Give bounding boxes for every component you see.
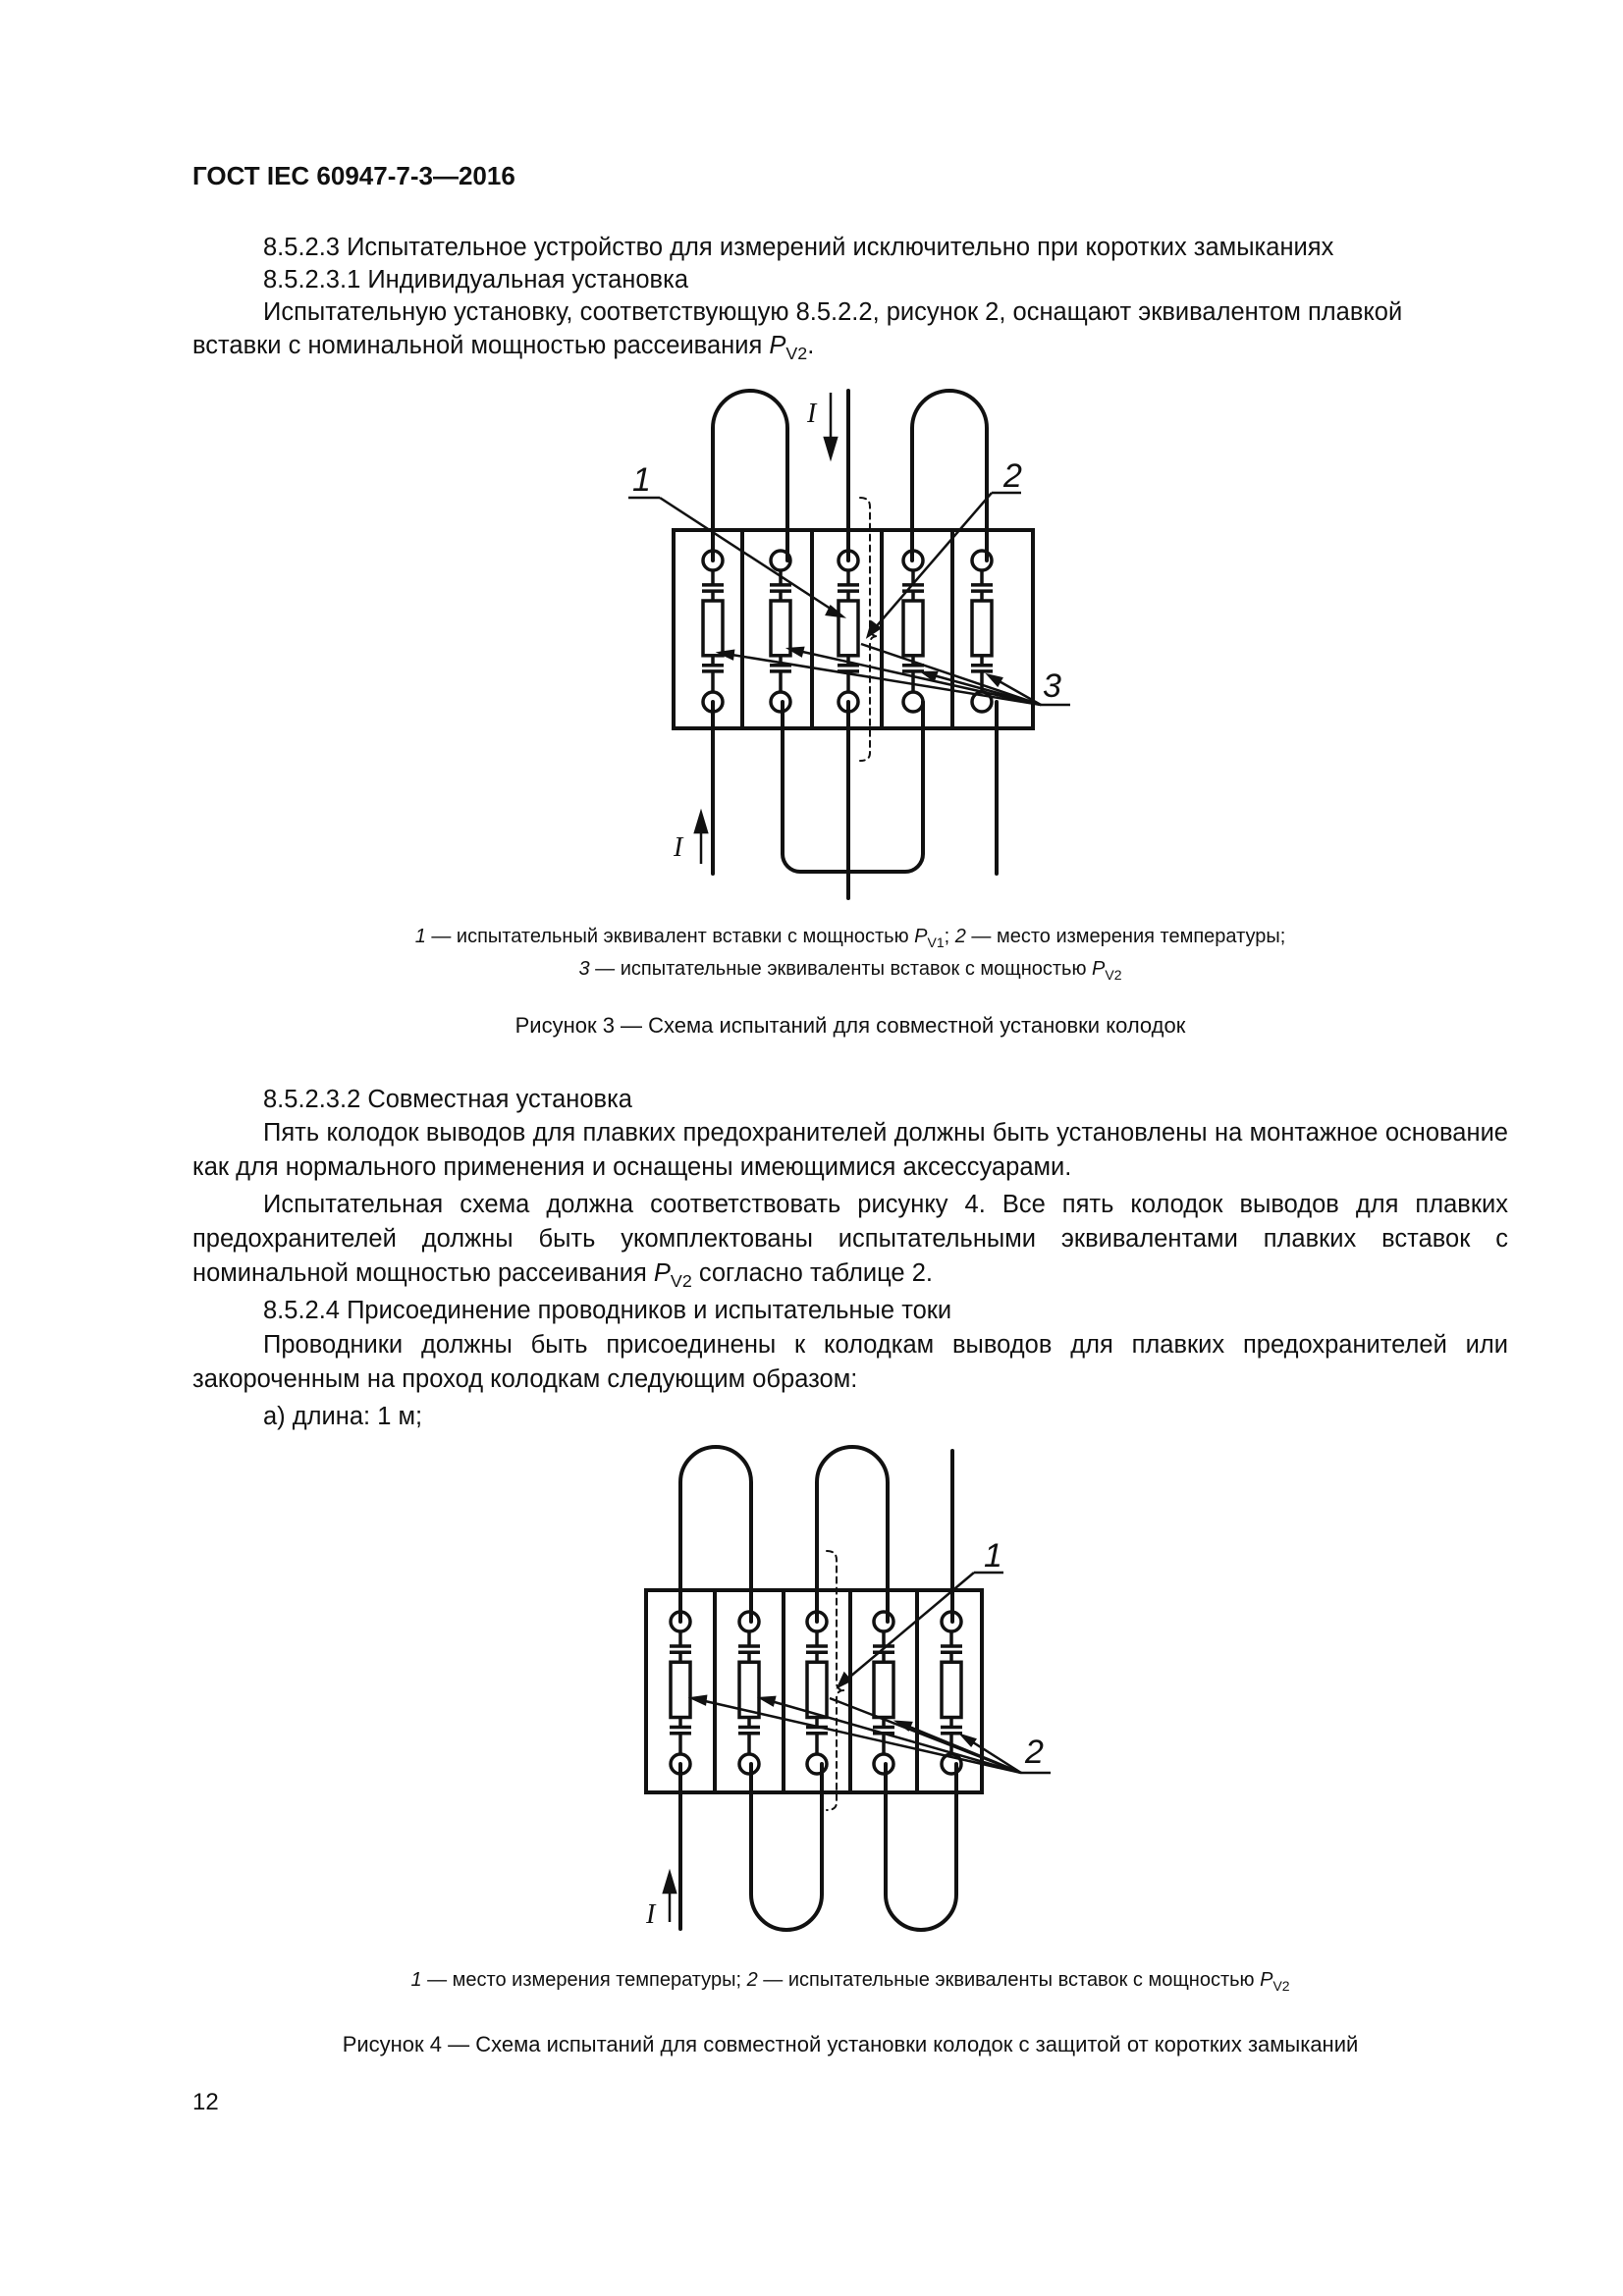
- figure3-fuse-5: [971, 551, 993, 712]
- figure3-fuse-2: [770, 551, 791, 712]
- paragraph-test-scheme: Испытательная схема должна соответствовать рисунку 4. Все пять колодок выводов для плавких предохранителей должны быть укомплектованы испытательными эквивалентами плавких вставок с номинальной мощностью рассеивания $P_{V2}$ согласно таблице 2.: [192, 1191, 1508, 1292]
- figure4-terminal-block-frame: [646, 1590, 982, 1792]
- figure3-callout-3: 3: [1043, 667, 1061, 705]
- figure3-legend-line1: 1 — испытательный эквивалент вставки с мощностью $P_{V1}$; 2 — место измерения температуры;: [414, 926, 1286, 950]
- figure3-fuse-1: [702, 551, 724, 712]
- section-8-5-2-3-title: 8.5.2.3 Испытательное устройство для измерений исключительно при коротких замыканиях: [263, 234, 1334, 261]
- figure4-callout-1: 1: [984, 1537, 1002, 1575]
- figure4-callout-2: 2: [1025, 1734, 1044, 1771]
- figure3-callout-2: 2: [1003, 457, 1022, 495]
- figure4-caption: Рисунок 4 — Схема испытаний для совместной установки колодок с защитой от коротких замыканий: [342, 2032, 1359, 2056]
- figure4-current-label: I: [646, 1899, 656, 1930]
- figure4-fuse-5: [941, 1612, 962, 1774]
- section-8-5-2-4-title: 8.5.2.4 Присоединение проводников и испытательные токи: [263, 1297, 952, 1324]
- paragraph-individual-line1: Испытательную установку, соответствующую 8.5.2.2, рисунок 2, оснащают эквивалентом плавкой: [263, 298, 1403, 326]
- figure4-fuse-4: [873, 1612, 894, 1774]
- figure3-fuse-3: [838, 551, 859, 712]
- figure3-legend-line2: 3 — испытательные эквиваленты вставок с мощностью $P_{V2}$: [578, 958, 1122, 983]
- section-8-5-2-3-2-title: 8.5.2.3.2 Совместная установка: [263, 1086, 632, 1113]
- list-item-a: a) длина: 1 м;: [263, 1403, 423, 1430]
- figure4-fuse-1: [670, 1612, 691, 1774]
- pv2-symbol: P: [769, 332, 786, 359]
- pv2-subscript: V2: [785, 344, 808, 364]
- section-8-5-2-3-1-title: 8.5.2.3.1 Индивидуальная установка: [263, 266, 689, 294]
- document-header: ГОСТ IEC 60947-7-3—2016: [192, 161, 515, 190]
- figure3-current-label-top: I: [807, 399, 817, 429]
- figure4-fuse-2: [738, 1612, 760, 1774]
- paragraph-conductors: Проводники должны быть присоединены к колодкам выводов для плавких предохранителей или закороченным на проход колодкам следующим образом:: [192, 1331, 1508, 1393]
- paragraph-joint-installation: Пять колодок выводов для плавких предохранителей должны быть установлены на монтажное основание как для нормального применения и оснащены имеющимися аксессуарами.: [192, 1119, 1508, 1181]
- figure3-caption: Рисунок 3 — Схема испытаний для совместной установки колодок: [514, 1013, 1186, 1038]
- figure3-fuse-4: [902, 551, 924, 712]
- figure4-legend: 1 — место измерения температуры; 2 — испытательные эквиваленты вставок с мощностью $P_{V2}$: [410, 1969, 1290, 1994]
- page-number: 12: [192, 2089, 219, 2115]
- figure3-current-label-bottom: I: [674, 832, 683, 863]
- figure3-terminal-block-frame: [674, 530, 1033, 728]
- figure3-callout-1: 1: [632, 461, 651, 499]
- paragraph-individual-line2: вставки с номинальной мощностью рассеивания $P_{V2}$.: [192, 332, 815, 364]
- figure4-fuse-3: [806, 1612, 828, 1774]
